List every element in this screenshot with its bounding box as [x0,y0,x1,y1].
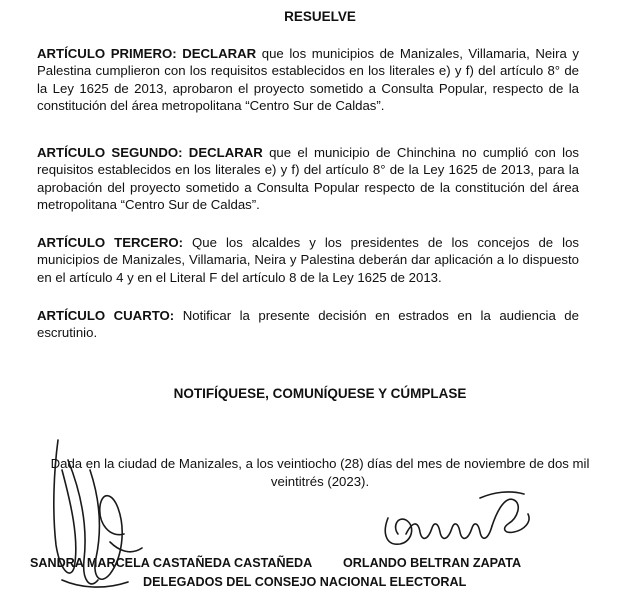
article-lead: ARTÍCULO SEGUNDO: DECLARAR [37,145,263,160]
signatory-name-beltran: ORLANDO BELTRAN ZAPATA [343,556,522,570]
article-body: Notificar la presente decisión en estrados en la audiencia de escrutinio. [37,308,579,341]
article-body: que los municipios de Manizales, Villamaria, Neira y Palestina cumplieron con los requisitos establecidos en los literales e) y f) del artículo 8° de la Ley 1625 de 2013, aprobaron el proyecto sometido a Consulta Popular, respecto de la constitución del área metropolitana “Centro Sur de Caldas”. [37,46,579,113]
article-body: que el municipio de Chinchina no cumplió con los requisitos establecidos en los literales e) y f) del artículo 8° de la Ley 1625 de 2013, para la aprobación del proyecto sometido a Consulta Popular respecto de la constitución del área metropolitana “Centro Sur de Caldas”. [37,145,579,212]
article-segundo [37,144,579,213]
resuelve-heading: RESUELVE [284,9,356,24]
signature-beltran [376,478,546,558]
article-lead: ARTÍCULO CUARTO: [37,308,175,323]
article-lead: ARTÍCULO PRIMERO: DECLARAR [37,46,257,61]
article-body: Que los alcaldes y los presidentes de los concejos de los municipios de Manizales, Villamaria, Neira y Palestina deberán dar aplicación a lo dispuesto en el artículo 4 y en el Literal F del artículo 8 de la Ley 1625 de 2013. [37,235,579,285]
article-cuarto [37,307,579,342]
article-lead: ARTÍCULO TERCERO: [37,235,184,250]
article-tercero [37,234,579,286]
signatories-role: DELEGADOS DEL CONSEJO NACIONAL ELECTORAL [143,575,467,589]
article-primero [37,45,579,114]
signatory-name-castaneda: SANDRA MARCELA CASTAÑEDA CASTAÑEDA [30,556,313,570]
closing-formula: NOTIFÍQUESE, COMUNÍQUESE Y CÚMPLASE [173,386,467,401]
dateline: Dada en la ciudad de Manizales, a los veintiocho (28) días del mes de noviembre de dos mil veintitrés (2023). [50,456,590,489]
